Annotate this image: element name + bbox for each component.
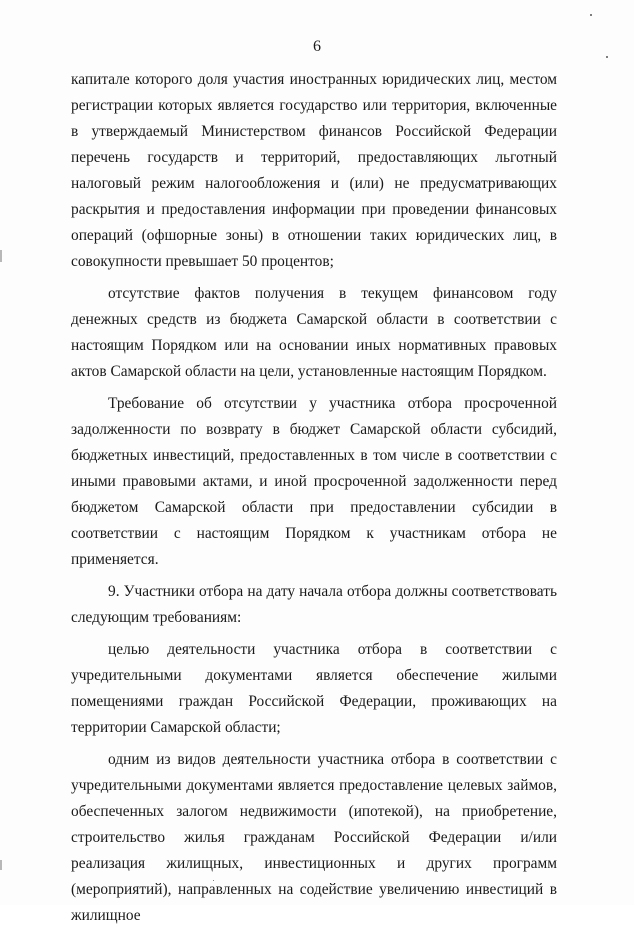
paragraph-no-funding: отсутствие фактов получения в текущем финансовом году денежных средств из бюджета Самарской области в соответствии с настоящим Порядком или на основании иных нормативных правовых актов Самарской области на цели, установленные настоящим Порядком.	[71, 285, 557, 380]
paragraph-debt-requirement: Требование об отсутствии у участника отбора просроченной задолженности по возврату в бюджет Самарской области субсидий, бюджетных инвестиций, предоставленных в том числе в соответствии с иными правовыми актами, и иной просроченной задолженности перед бюджетом Самарской области при предоставлении субсидии в соответствии с настоящим Порядком к участникам отбора не применяется.	[71, 395, 557, 568]
scan-edge-mark	[0, 860, 2, 870]
scan-speck	[590, 14, 592, 16]
paragraph-item-9: 9. Участники отбора на дату начала отбора должны соответствовать следующим требованиям:	[71, 583, 557, 626]
scan-edge-mark	[0, 250, 2, 262]
scan-speck	[606, 56, 608, 58]
document-body	[71, 67, 557, 929]
paragraph-activity-type: одним из видов деятельности участника отбора в соответствии с учредительными документами является предоставление целевых займов, обеспеченных залогом недвижимости (ипотекой), на приобретение, строительство жилья гражданам Российской Федерации и/или реализация жилищных, инвестиционных и других программ (мероприятий), направленных на содействие увеличению инвестиций в жилищное	[71, 751, 557, 924]
paragraph-activity-goal: целью деятельности участника отбора в соответствии с учредительными документами является обеспечение жилыми помещениями граждан Российской Федерации, проживающих на территории Самарской области;	[71, 641, 557, 736]
paragraph-continuation: капитале которого доля участия иностранных юридических лиц, местом регистрации которых является государство или территория, включенные в утверждаемый Министерством финансов Российской Федерации перечень государств и территорий, предоставляющих льготный налоговый режим налогообложения и (или) не предусматривающих раскрытия и предоставления информации при проведении финансовых операций (офшорные зоны) в отношении таких юридических лиц, в совокупности превышает 50 процентов;	[71, 71, 557, 270]
scan-speck	[213, 880, 214, 881]
page-number: 6	[313, 38, 321, 55]
